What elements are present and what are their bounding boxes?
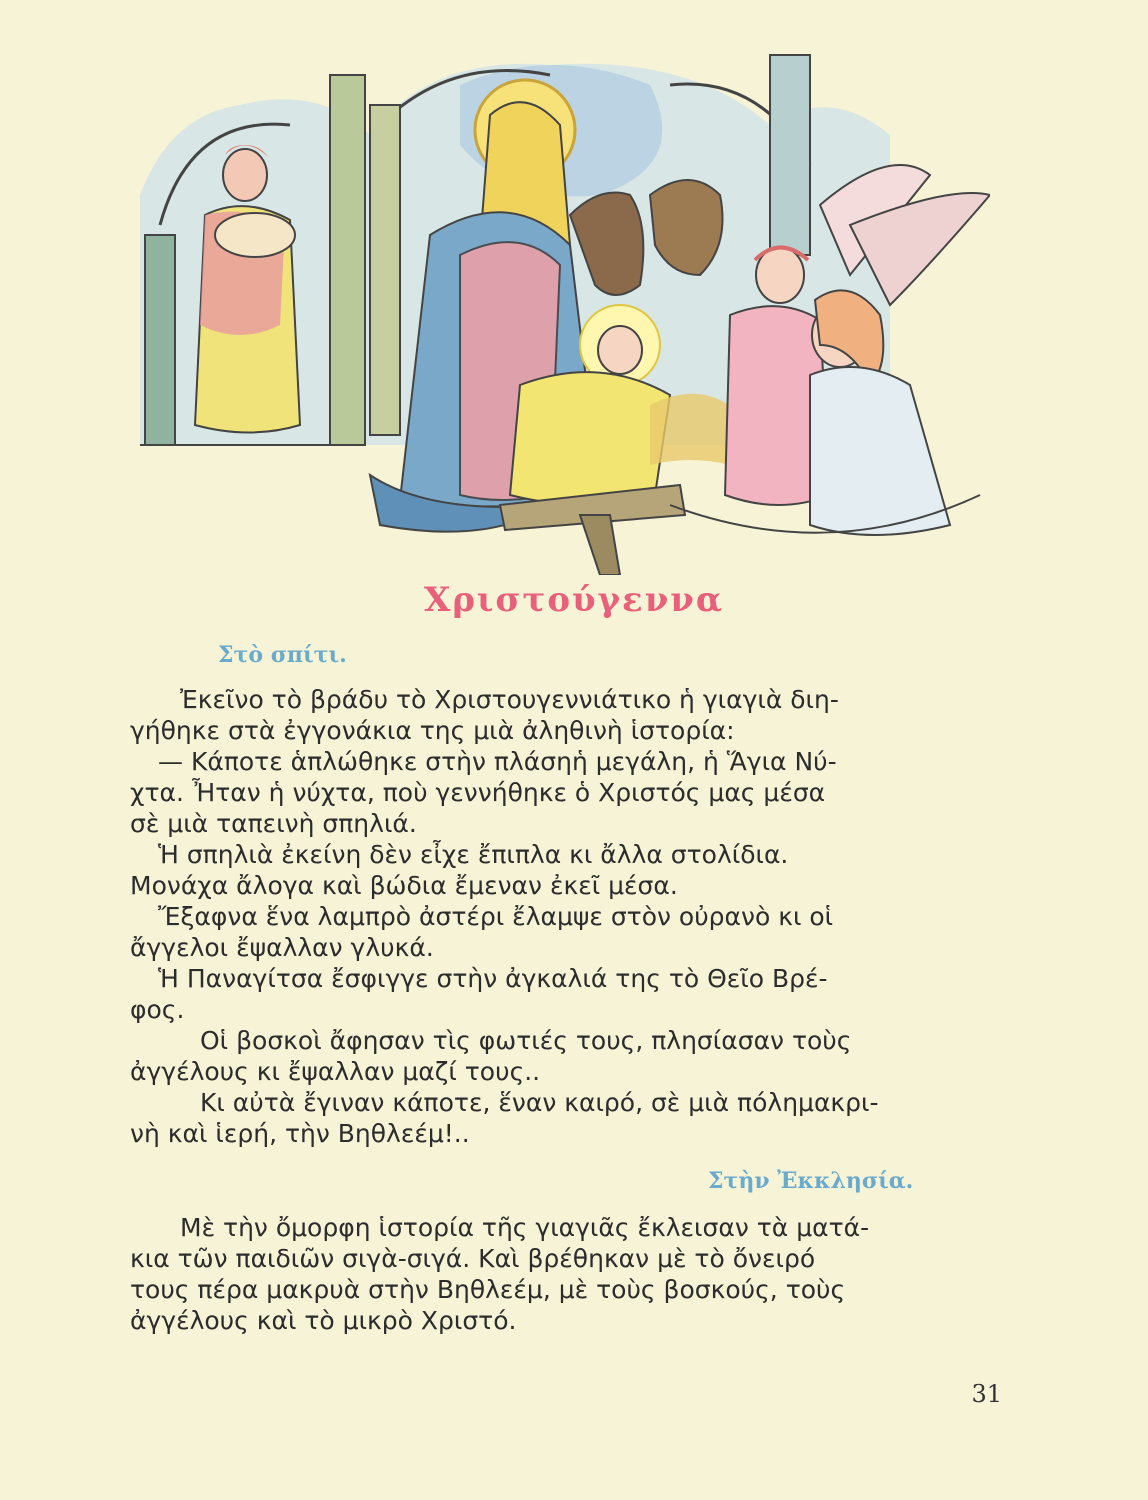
text-line: Ἡ σπηλιὰ ἐκείνη δὲν εἶχε ἔπιπλα κι ἄλλα στολίδια. [158,840,789,869]
text-line: Ἡ Παναγίτσα ἔσφιγγε στὴν ἀγκαλιά της τὸ Θεῖο Βρέ- [158,964,828,993]
text-line: Ἐκεῖνο τὸ βράδυ τὸ Χριστουγεννιάτικο ἡ γιαγιὰ διη- [180,685,839,714]
text-line: χτα. Ἦταν ἡ νύχτα, ποὺ γεννήθηκε ὁ Χριστός μας μέσα [130,778,826,807]
text-line: φος. [130,995,185,1024]
text-line: γήθηκε στὰ ἐγγονάκια της μιὰ ἀληθινὴ ἱστορία: [130,716,735,745]
text-line: ἀγγέλους καὶ τὸ μικρὸ Χριστό. [130,1306,517,1335]
section-heading-church: Στὴν Ἐκκλησία. [708,1168,914,1194]
text-line: τους πέρα μακρυὰ στὴν Βηθλεέμ, μὲ τοὺς βοσκούς, τοὺς [130,1275,846,1304]
text-line: κια τῶν παιδιῶν σιγὰ-σιγά. Καὶ βρέθηκαν μὲ τὸ ὄνειρό [130,1244,816,1273]
page-title: Χριστούγεννα [423,580,725,620]
text-line: ἀγγέλους κι ἔψαλλαν μαζί τους.. [130,1057,541,1086]
story-text-home [130,684,1010,1149]
story-text-church [130,1212,1010,1336]
text-line: ἄγγελοι ἔψαλλαν γλυκά. [130,933,434,962]
text-line: σὲ μιὰ ταπεινὴ σπηλιά. [130,809,417,838]
section-heading-home: Στὸ σπίτι. [218,642,347,668]
text-line: Ἔξαφνα ἕνα λαμπρὸ ἀστέρι ἔλαμψε στὸν οὐρανὸ κι οἱ [158,902,834,931]
text-line: Κι αὐτὰ ἔγιναν κάποτε, ἕναν καιρό, σὲ μιὰ πόλημακρι- [200,1088,879,1117]
text-line: — Κάποτε ἁπλώθηκε στὴν πλάσηἡ μεγάλη, ἡ Ἅγια Νύ- [158,747,837,776]
text-line: Μὲ τὴν ὄμορφη ἱστορία τῆς γιαγιᾶς ἔκλεισαν τὰ ματά- [180,1213,870,1242]
text-line: Μονάχα ἄλογα καὶ βώδια ἔμεναν ἐκεῖ μέσα. [130,871,678,900]
page-number: 31 [971,1380,1002,1408]
nativity-illustration [130,45,990,575]
text-line: νὴ καὶ ἱερή, τὴν Βηθλεέμ!.. [130,1119,470,1148]
text-line: Οἱ βοσκοὶ ἄφησαν τὶς φωτιές τους, πλησίασαν τοὺς [200,1026,852,1055]
